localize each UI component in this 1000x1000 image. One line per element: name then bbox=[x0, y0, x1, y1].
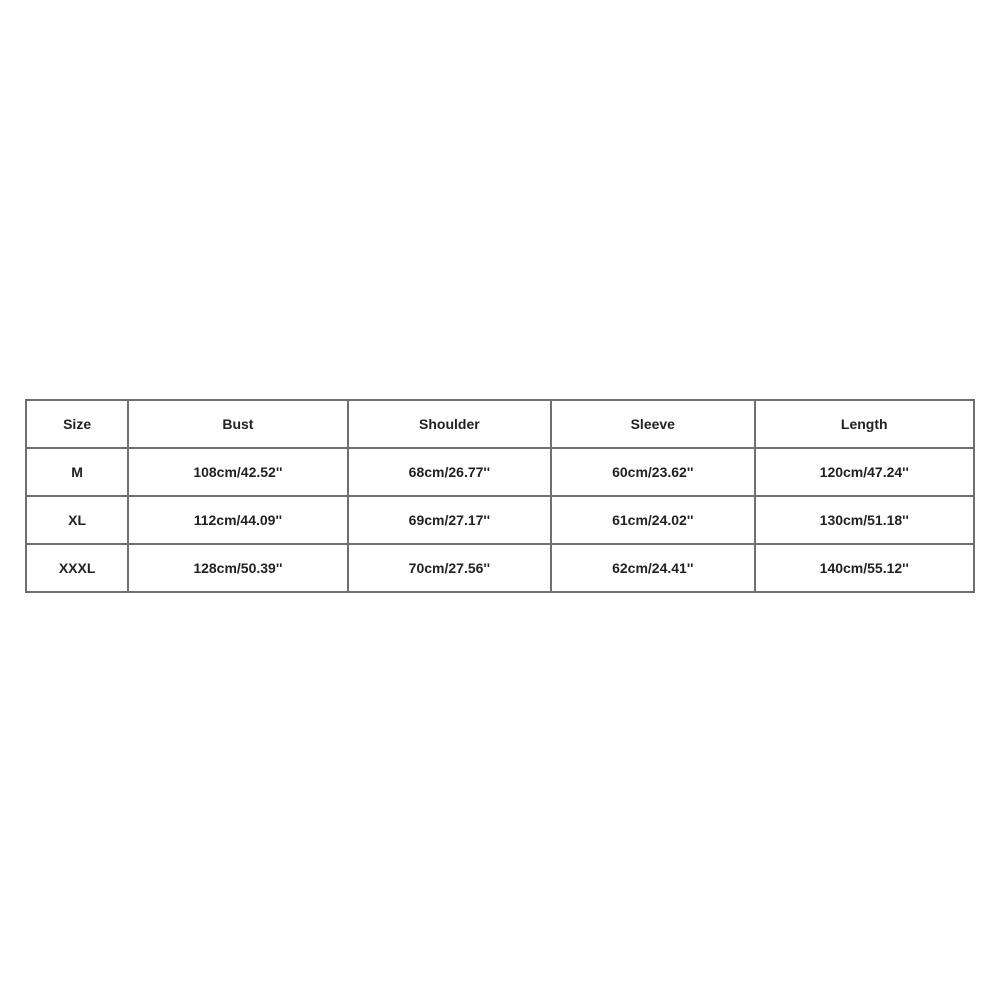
cell-sleeve: 60cm/23.62'' bbox=[551, 448, 754, 496]
cell-length: 130cm/51.18'' bbox=[755, 496, 975, 544]
cell-size: M bbox=[26, 448, 128, 496]
header-size: Size bbox=[26, 400, 128, 448]
cell-size: XXXL bbox=[26, 544, 128, 592]
cell-sleeve: 61cm/24.02'' bbox=[551, 496, 754, 544]
cell-bust: 128cm/50.39'' bbox=[128, 544, 347, 592]
size-chart-table bbox=[25, 399, 975, 593]
table-row bbox=[26, 496, 974, 544]
table-row bbox=[26, 544, 974, 592]
cell-shoulder: 69cm/27.17'' bbox=[348, 496, 551, 544]
header-bust: Bust bbox=[128, 400, 347, 448]
cell-sleeve: 62cm/24.41'' bbox=[551, 544, 754, 592]
cell-bust: 112cm/44.09'' bbox=[128, 496, 347, 544]
cell-shoulder: 70cm/27.56'' bbox=[348, 544, 551, 592]
cell-bust: 108cm/42.52'' bbox=[128, 448, 347, 496]
cell-shoulder: 68cm/26.77'' bbox=[348, 448, 551, 496]
cell-size: XL bbox=[26, 496, 128, 544]
cell-length: 120cm/47.24'' bbox=[755, 448, 975, 496]
header-length: Length bbox=[755, 400, 975, 448]
table-row bbox=[26, 448, 974, 496]
cell-length: 140cm/55.12'' bbox=[755, 544, 975, 592]
header-sleeve: Sleeve bbox=[551, 400, 754, 448]
header-shoulder: Shoulder bbox=[348, 400, 551, 448]
table-header-row bbox=[26, 400, 974, 448]
